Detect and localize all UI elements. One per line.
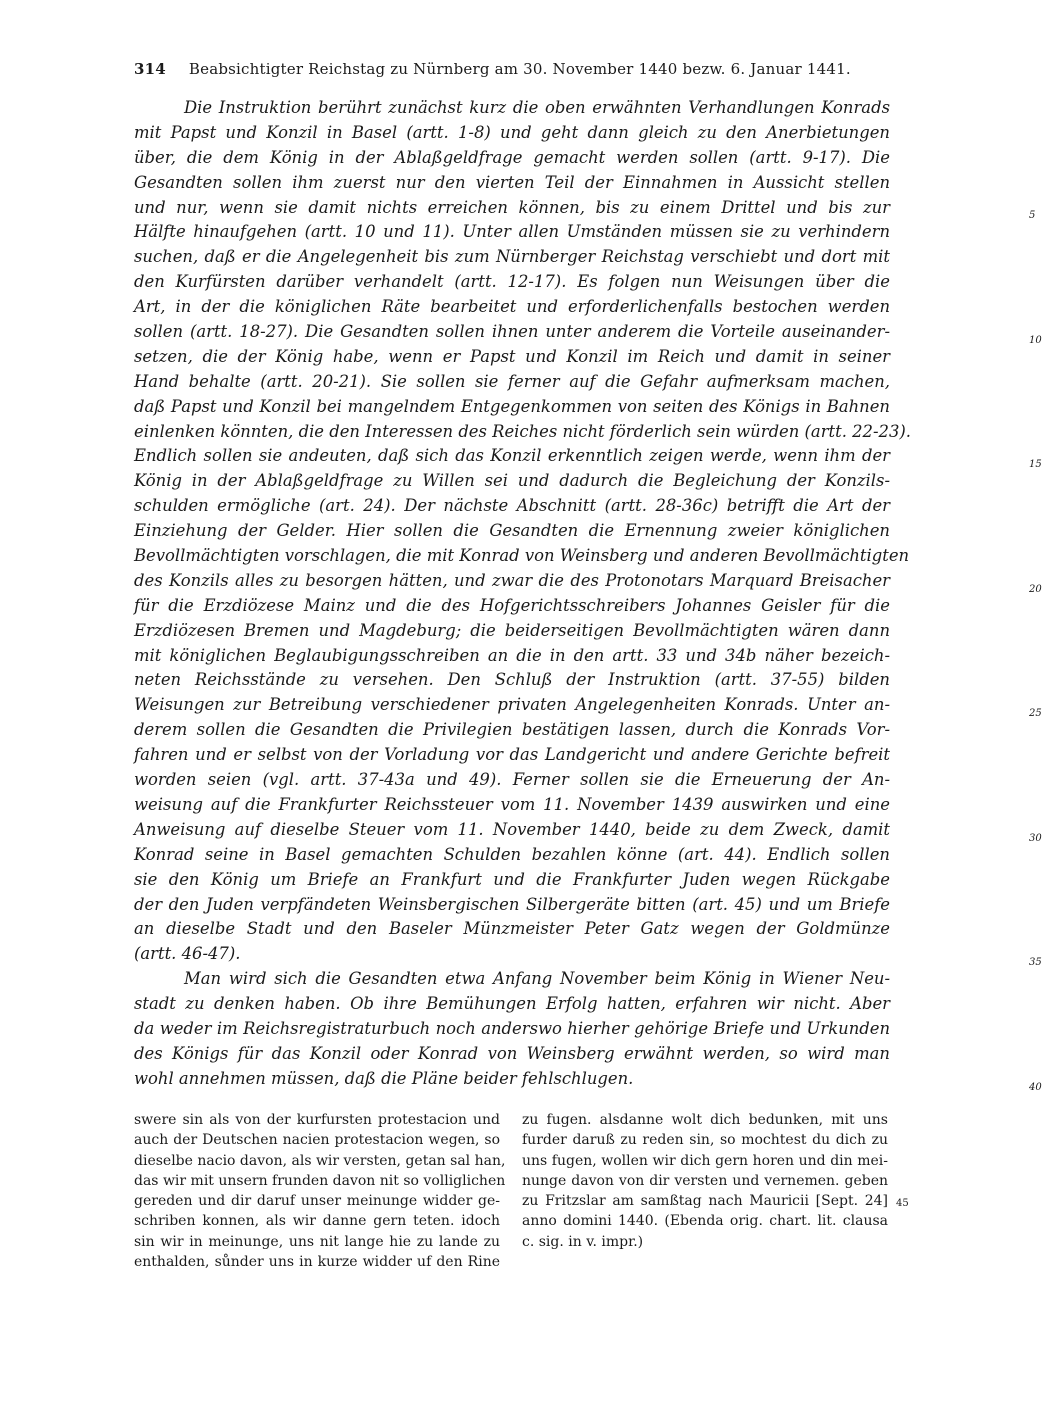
text-line: sollen (artt. 18-27). Die Gesandten sollen ihnen unter anderem die Vorteile auseinander- <box>134 322 890 342</box>
text-line: setzen, die der König habe, wenn er Papst und Konzil im Reich und damit in seiner <box>134 346 890 366</box>
text-line: Bevollmächtigten vorschlagen, die mit Konrad von Weinsberg und anderen Bevollmächtigten <box>134 546 910 566</box>
line-number: 40 <box>1029 1082 1042 1093</box>
text-line: Erzdiözesen Bremen und Magdeburg; die beiderseitigen Bevollmächtigten wären dann <box>134 620 890 640</box>
footnote-line: auch der Deutschen nacien protestacion wegen, so <box>134 1132 500 1149</box>
text-line: Anweisung auf dieselbe Steuer vom 11. November 1440, beide zu dem Zweck, damit <box>134 819 890 839</box>
footnote-line: c. sig. in v. impr.) <box>522 1233 644 1250</box>
text-line: Man wird sich die Gesandten etwa Anfang November beim König in Wiener Neu- <box>184 969 890 989</box>
text-line: den Kurfürsten darüber verhandelt (artt. 12-17). Es folgen nun Weisungen über die <box>134 272 890 292</box>
footnote-left-column <box>134 1110 506 1272</box>
footnote-line-number: 45 <box>896 1198 909 1209</box>
text-line: über, die dem König in der Ablaßgeldfrage gemacht werden sollen (artt. 9-17). Die <box>134 147 890 167</box>
footnote-line: zu Fritzslar am samßtag nach Mauricii [Sept. 24] <box>522 1193 888 1210</box>
text-line: stadt zu denken haben. Ob ihre Bemühungen Erfolg hatten, erfahren wir nicht. Aber <box>134 994 890 1014</box>
text-line: Weisungen zur Betreibung verschiedener privaten Angelegenheiten Konrads. Unter an- <box>134 695 890 715</box>
text-line: an dieselbe Stadt und den Baseler Münzmeister Peter Gatz wegen der Goldmünze <box>134 919 890 939</box>
text-line: mit Papst und Konzil in Basel (artt. 1-8) und geht dann gleich zu den Anerbietungen <box>134 122 890 142</box>
footnote-line: uns fugen, wollen wir dich gern horen und din mei- <box>522 1152 888 1169</box>
footnote-line: sin wir in meinunge, uns nit lange hie zu lande zu <box>134 1233 500 1250</box>
text-line: des Konzils alles zu besorgen hätten, und zwar die des Protonotars Marquard Breisacher <box>134 570 890 590</box>
running-header <box>134 60 874 78</box>
text-line: fahren und er selbst von der Vorladung vor das Landgericht und andere Gerichte befreit <box>134 745 890 765</box>
text-line: Hand behalte (artt. 20-21). Sie sollen sie ferner auf die Gefahr aufmerksam machen, <box>134 371 890 391</box>
text-line: sie den König um Briefe an Frankfurt und die Frankfurter Juden wegen Rückgabe <box>134 869 890 889</box>
footnote-line: swere sin als von der kurfursten protestacion und <box>134 1112 500 1128</box>
text-line: (artt. 46-47). <box>134 944 241 964</box>
text-line: des Königs für das Konzil oder Konrad von Weinsberg erwähnt werden, so wird man <box>134 1043 890 1063</box>
footnote-line: furder daruß zu reden sin, so mochtest du dich zu <box>522 1132 888 1149</box>
footnote-line: enthalden, sůnder uns in kurze widder uf den Rine <box>134 1254 500 1271</box>
line-number: 5 <box>1029 210 1036 221</box>
text-line: der den Juden verpfändeten Weinsbergischen Silbergeräte bitten (art. 45) und um Briefe <box>134 894 890 914</box>
text-line: suchen, daß er die Angelegenheit bis zum Nürnberger Reichstag verschiebt und dort mit <box>134 247 890 267</box>
text-line: und nur, wenn sie damit nichts erreichen können, bis zu einem Drittel und bis zur <box>134 197 890 217</box>
line-number: 15 <box>1029 459 1042 470</box>
text-line: König in der Ablaßgeldfrage zu Willen sei und dadurch die Begleichung der Konzils- <box>134 471 890 491</box>
footnote-line: zu fugen. alsdanne wolt dich bedunken, mit uns <box>522 1112 888 1128</box>
text-line: Gesandten sollen ihm zuerst nur den vierten Teil der Einnahmen in Aussicht stellen <box>134 172 890 192</box>
line-number: 30 <box>1029 833 1042 844</box>
text-line: Einziehung der Gelder. Hier sollen die Gesandten die Ernennung zweier königlichen <box>134 521 890 541</box>
footnote-line: gereden und dir daruf unser meinunge widder ge- <box>134 1193 500 1210</box>
text-line: neten Reichsstände zu versehen. Den Schluß der Instruktion (artt. 37-55) bilden <box>134 670 890 690</box>
text-line: Hälfte hinaufgehen (artt. 10 und 11). Unter allen Umständen müssen sie zu verhindern <box>134 222 890 242</box>
line-number: 20 <box>1029 584 1042 595</box>
text-line: weisung auf die Frankfurter Reichssteuer vom 11. November 1439 auswirken und eine <box>134 794 890 814</box>
footnote-line: anno domini 1440. (Ebenda orig. chart. lit. clausa <box>522 1213 888 1230</box>
footnote-line: dieselbe nacio davon, als wir versten, getan sal han, <box>134 1152 506 1169</box>
main-text-block <box>134 96 1042 1093</box>
text-line: einlenken könnten, die den Interessen des Reiches nicht förderlich sein würden (artt. 22-23). <box>134 421 911 441</box>
page-number: 314 <box>134 60 166 78</box>
text-line: worden seien (vgl. artt. 37-43a und 49). Ferner sollen sie die Erneuerung der An- <box>134 770 890 790</box>
text-line: Art, in der die königlichen Räte bearbeitet und erforderlichenfalls bestochen werden <box>134 297 890 317</box>
running-title: Beabsichtigter Reichstag zu Nürnberg am 30. November 1440 bezw. 6. Januar 1441. <box>188 60 851 78</box>
footnote-line: nunge davon von dir versten und vernemen. geben <box>522 1172 888 1189</box>
text-line: für die Erzdiözese Mainz und die des Hofgerichtsschreibers Johannes Geisler für die <box>134 595 890 615</box>
text-line: derem sollen die Gesandten die Privilegien bestätigen lassen, durch die Konrads Vor- <box>134 720 890 740</box>
text-line: wohl annehmen müssen, daß die Pläne beider fehlschlugen. <box>134 1068 634 1088</box>
text-line: Die Instruktion berührt zunächst kurz die oben erwähnten Verhandlungen Konrads <box>184 98 890 117</box>
text-line: da weder im Reichsregistraturbuch noch anderswo hierher gehörige Briefe und Urkunden <box>134 1018 890 1038</box>
line-number: 35 <box>1029 957 1042 968</box>
footnote-line: das wir mit unsern frunden davon nit so volliglichen <box>134 1172 506 1189</box>
text-line: Endlich sollen sie andeuten, daß sich das Konzil erkenntlich zeigen werde, wenn ihm der <box>134 446 890 466</box>
text-line: Konrad seine in Basel gemachten Schulden bezahlen könne (art. 44). Endlich sollen <box>134 844 890 864</box>
text-line: mit königlichen Beglaubigungsschreiben an die in den artt. 33 und 34b näher bezeich- <box>134 645 890 665</box>
line-number: 25 <box>1029 708 1042 719</box>
footnote-line: schriben konnen, als wir danne gern teten. idoch <box>134 1213 500 1230</box>
text-line: daß Papst und Konzil bei mangelndem Entgegenkommen von seiten des Königs in Bahnen <box>134 396 890 416</box>
line-number: 10 <box>1029 335 1042 346</box>
text-line: schulden ermögliche (art. 24). Der nächste Abschnitt (artt. 28-36c) betrifft die Art der <box>134 496 890 516</box>
footnote-right-column <box>522 1110 888 1252</box>
